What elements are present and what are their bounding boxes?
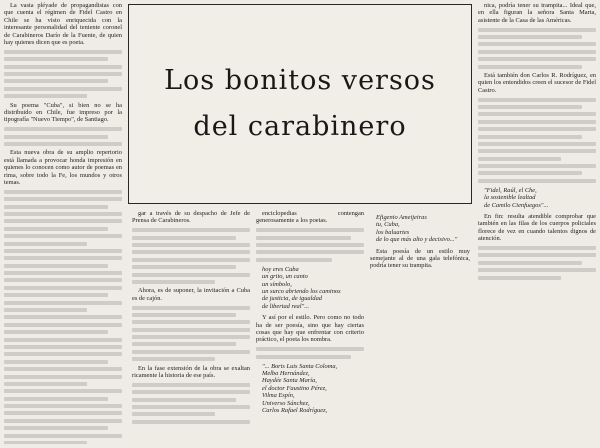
poem-excerpt (262, 266, 364, 310)
article-column-right (478, 2, 596, 444)
headline-line-1: Los bonitos versos (164, 65, 436, 96)
poem-line: de libertad real"... (262, 302, 309, 310)
article-column-middle-1 (132, 210, 250, 444)
poem-line: de lo que más alto y decisivo..." (376, 236, 458, 244)
paragraph: Y así por el estilo. Pero como no todo ha de ser poesía, sino que hay ciertas cosas que hay que enfrentar con criterio práctico, el poeta los nombra. (256, 314, 364, 344)
paragraph: Está también don Carlos R. Rodríguez, en quien los entendidos creen el sucesor de Fidel Castro. (478, 71, 596, 94)
poem-line: un surco abriendo los caminos (262, 287, 341, 295)
poem-line: "... Boris Luis Santa Coloma, (262, 362, 338, 370)
poem-line: un grito, un canto (262, 273, 308, 281)
poem-line: los baluartes (376, 228, 410, 236)
poem-line: Vilma Espín, (262, 392, 295, 400)
article-column-middle-2 (256, 210, 364, 444)
poem-line: Efigenio Ameijeiras (376, 214, 427, 221)
paragraph: nica, podría tener su trampita... Ideal que, en ella figuran la señora Santa Marta, asistente de la Casa de las Américas. (478, 2, 596, 24)
poem-line: Carlos Rafael Rodríguez, (262, 407, 328, 415)
poem-names (262, 363, 364, 415)
paragraph: enciclopedias contengan generosamente a los poetas. (256, 210, 364, 225)
article-column-left (4, 2, 122, 444)
poem-line: de Camilo Cienfuegos"... (484, 201, 549, 209)
paragraph: Ahora, es de suponer, la invitación a Cuba es de cajón. (132, 287, 250, 302)
headline-box (128, 4, 472, 204)
paragraph: En la fase extensión de la obra se exaltan ricamente la historia de ese país. (132, 364, 250, 380)
poem-line: hoy eres Cuba (262, 265, 299, 273)
paragraph: Su poema "Cuba", si bien no se ha distribuido en Chile, fue impreso por la tipografía "Nuevo Tiempo", de Santiago. (4, 101, 122, 124)
poem-line: el doctor Faustino Pérez, (262, 384, 327, 392)
poem-line: Melba Hernández, (262, 370, 310, 378)
poem-line: tu, Cuba, (376, 221, 400, 229)
poem-line: "Fidel, Raúl, el Che, (484, 186, 537, 194)
headline-line-2: del carabinero (193, 111, 407, 142)
poem-line: Haydée Santa María, (262, 377, 317, 385)
poem-excerpt (484, 187, 596, 209)
paragraph: En fin: resulta atendible comprobar que también en las filas de los cuerpos policiales florece de vez en cuando talentos dignos de atención. (478, 213, 596, 243)
article-column-middle-3 (370, 210, 470, 444)
paragraph: gar a través de su despacho de Jefe de Prensa de Carabineros. (132, 210, 250, 225)
paragraph: Esta nueva obra de su amplio repertorio está llamada a provocar honda impresión en quienes lo conocen como autor de poemas en rima, sobre todo la Fe, los mundos y otros temas. (4, 149, 122, 186)
poem-line: Universo Sánchez, (262, 399, 310, 407)
paragraph: Esta poesía de un estilo muy semejante al de una gala telefónica, podría tener su trampita. (370, 247, 470, 270)
poem-line: un símbolo, (262, 280, 292, 288)
paragraph: La vasta pléyade de propagandistas con que cuenta el régimen de Fidel Castro en Chile se ha visto enriquecida con la interesante personalidad del teniente coronel de Carabineros Darío de la Fuente, de quien hay quienes dicen que es poeta. (4, 2, 122, 47)
poem-line: la sostenible lealtad (484, 194, 536, 202)
poem-line: de justicia, de igualdad (262, 295, 322, 303)
poem-excerpt (376, 214, 470, 244)
